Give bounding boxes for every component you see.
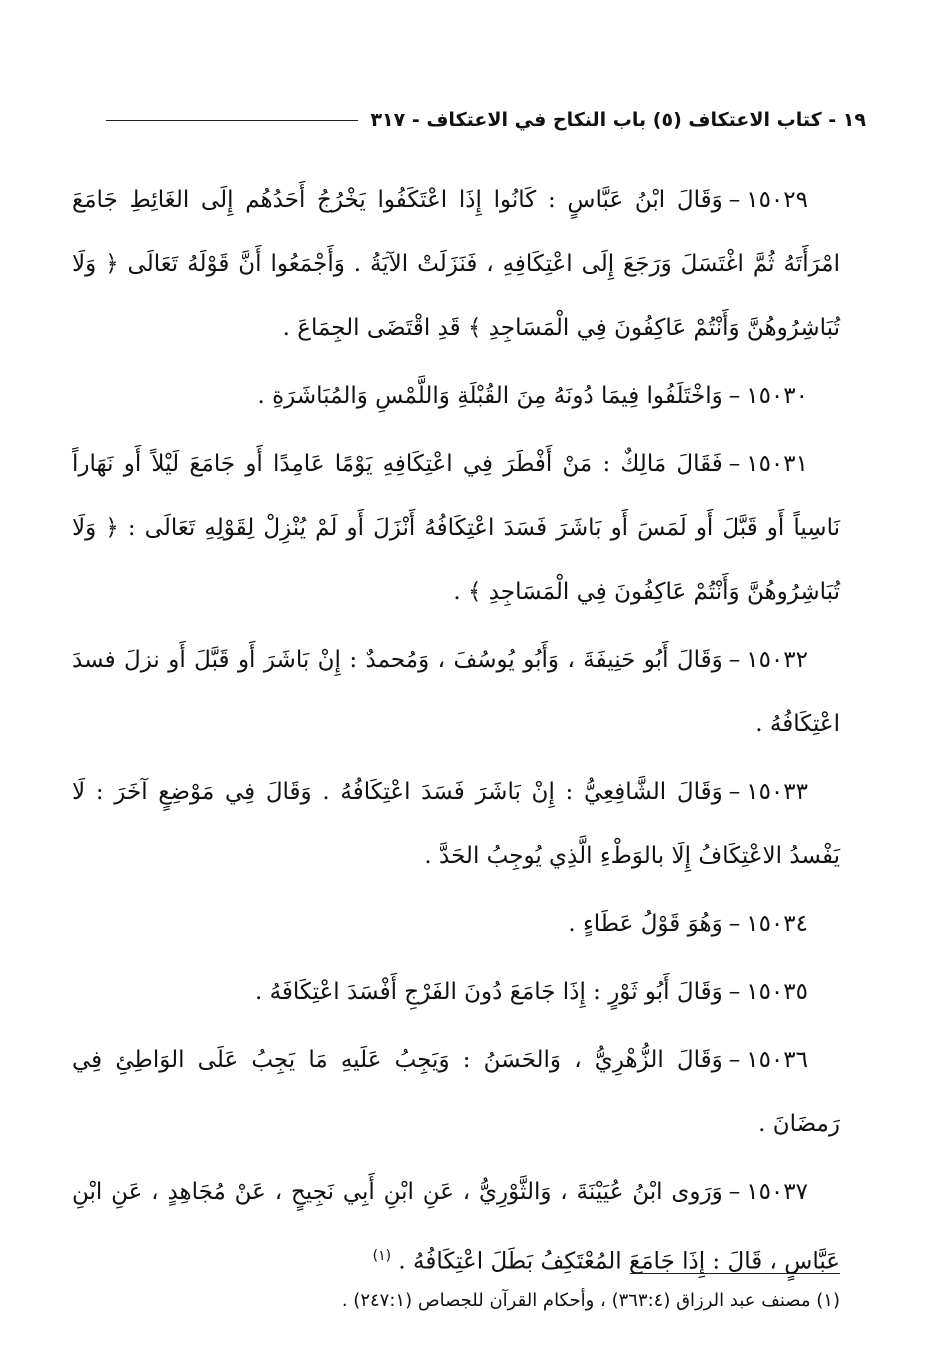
paragraph-number: ١٥٠٣٢ bbox=[746, 647, 808, 673]
dash: – bbox=[728, 451, 741, 477]
paragraph-text: فَقَالَ مَالِكٌ : مَنْ أَفْطَرَ فِي اعْتِكَافِهِ يَوْمًا عَامِدًا أَو جَامَعَ لَيْلاً أَو نَهَاراً نَاسِياً أَو قَبَّلَ أَو لَمَسَ أَو بَاشَرَ فَسَدَ اعْتِكَافُهُ أَنْزَلَ أَو لَمْ يُنْزِلْ لِقَوْلِهِ تَعَالَى : ﴿ وَلَا تُبَاشِرُوهُنَّ وَأَنْتُمْ عَاكِفُونَ فِي الْمَسَاجِدِ ﴾ . bbox=[72, 451, 840, 605]
paragraph-text: وَقَالَ ابْنُ عَبَّاسٍ : كَانُوا إِذَا اعْتَكَفُوا يَخْرُجُ أَحَدُهُم إِلَى الغَائِطِ جَامَعَ امْرَأَتَهُ ثُمَّ اغْتَسَلَ وَرَجَعَ إِلَى اعْتِكَافِهِ ، فَنَزَلَتْ الآيَةُ . وَأَجْمَعُوا أَنَّ قَوْلَهُ تَعَالَى ﴿ وَلَا تُبَاشِرُوهُنَّ وَأَنْتُمْ عَاكِفُونَ فِي الْمَسَاجِدِ ﴾ قَدِ اقْتَضَى الجِمَاعَ . bbox=[72, 187, 840, 341]
footnote: (١) مصنف عبد الرزاق (٣٦٣:٤) ، وأحكام القرآن للجصاص (٢٤٧:١) . bbox=[341, 1290, 840, 1311]
paragraph-15034 bbox=[72, 892, 840, 956]
paragraph-text: وَرَوى ابْنُ عُيَيْنَةَ ، وَالثَّوْرِيُّ ، عَنِ ابْنِ أَبِي نَجِيحٍ ، عَنْ مُجَاهِدٍ ، عَنِ ابْنِ عَبَّاسٍ ، قَالَ : إِذَا جَامَعَ المُعْتَكِفُ بَطَلَ اعْتِكَافُهُ . bbox=[72, 1179, 840, 1275]
paragraph-number: ١٥٠٣٣ bbox=[746, 779, 808, 805]
dash: – bbox=[728, 779, 741, 805]
footnote-rule bbox=[630, 1273, 840, 1274]
running-header bbox=[106, 100, 866, 140]
paragraph-number: ١٥٠٣٧ bbox=[746, 1179, 808, 1205]
paragraph-15035 bbox=[72, 960, 840, 1024]
paragraph-15031 bbox=[72, 432, 840, 624]
dash: – bbox=[728, 187, 741, 213]
paragraph-number: ١٥٠٣٦ bbox=[746, 1047, 808, 1073]
paragraph-15029 bbox=[72, 168, 840, 360]
paragraph-text: وَقَالَ أَبُو حَنِيفَةَ ، وَأَبُو يُوسُفَ ، وَمُحمدٌ : إِنْ بَاشَرَ أَو قَبَّلَ أَو نزلَ فسدَ اعْتِكَافُهُ . bbox=[72, 647, 840, 737]
dash: – bbox=[728, 1047, 741, 1073]
paragraph-text: وَقَالَ الشَّافِعِيُّ : إِنْ بَاشَرَ فَسَدَ اعْتِكَافُهُ . وَقَالَ فِي مَوْضِعٍ آخَرَ : لَا يَفْسدُ الاعْتِكَافُ إِلَا بالوَطْءِ الَّذِي يُوجِبُ الحَدَّ . bbox=[72, 779, 840, 869]
paragraph-15033 bbox=[72, 760, 840, 888]
paragraph-text: وَقَالَ الزُّهْرِيُّ ، وَالحَسَنُ : وَيَجِبُ عَلَيهِ مَا يَجِبُ عَلَى الوَاطِئِ فِي رَمضَانَ . bbox=[72, 1047, 840, 1137]
paragraph-number: ١٥٠٣٠ bbox=[746, 383, 808, 409]
header-rule bbox=[106, 120, 358, 121]
paragraph-15032 bbox=[72, 628, 840, 756]
paragraph-text: وَقَالَ أَبُو ثَوْرٍ : إِذَا جَامَعَ دُونَ الفَرْجِ أَفْسَدَ اعْتِكَافَهُ . bbox=[254, 979, 723, 1005]
dash: – bbox=[728, 911, 741, 937]
paragraph-text: وَهُوَ قَوْلُ عَطَاءٍ . bbox=[568, 911, 723, 937]
dash: – bbox=[728, 647, 741, 673]
dash: – bbox=[728, 383, 741, 409]
footnote-ref: (١) bbox=[372, 1248, 392, 1264]
paragraph-number: ١٥٠٣٤ bbox=[746, 911, 808, 937]
paragraph-number: ١٥٠٣٥ bbox=[746, 979, 808, 1005]
body-text bbox=[72, 168, 840, 1298]
paragraph-number: ١٥٠٣١ bbox=[746, 451, 808, 477]
paragraph-15030 bbox=[72, 364, 840, 428]
header-title: ١٩ - كتاب الاعتكاف (٥) باب النكاح في الاعتكاف - ٣١٧ bbox=[370, 109, 866, 131]
paragraph-text: وَاخْتَلَفُوا فِيمَا دُونَهُ مِنَ القُبْلَةِ وَاللَّمْسِ وَالمُبَاشَرَةِ . bbox=[257, 383, 723, 409]
paragraph-number: ١٥٠٢٩ bbox=[746, 187, 808, 213]
dash: – bbox=[728, 979, 741, 1005]
paragraph-15036 bbox=[72, 1028, 840, 1156]
dash: – bbox=[728, 1179, 741, 1205]
